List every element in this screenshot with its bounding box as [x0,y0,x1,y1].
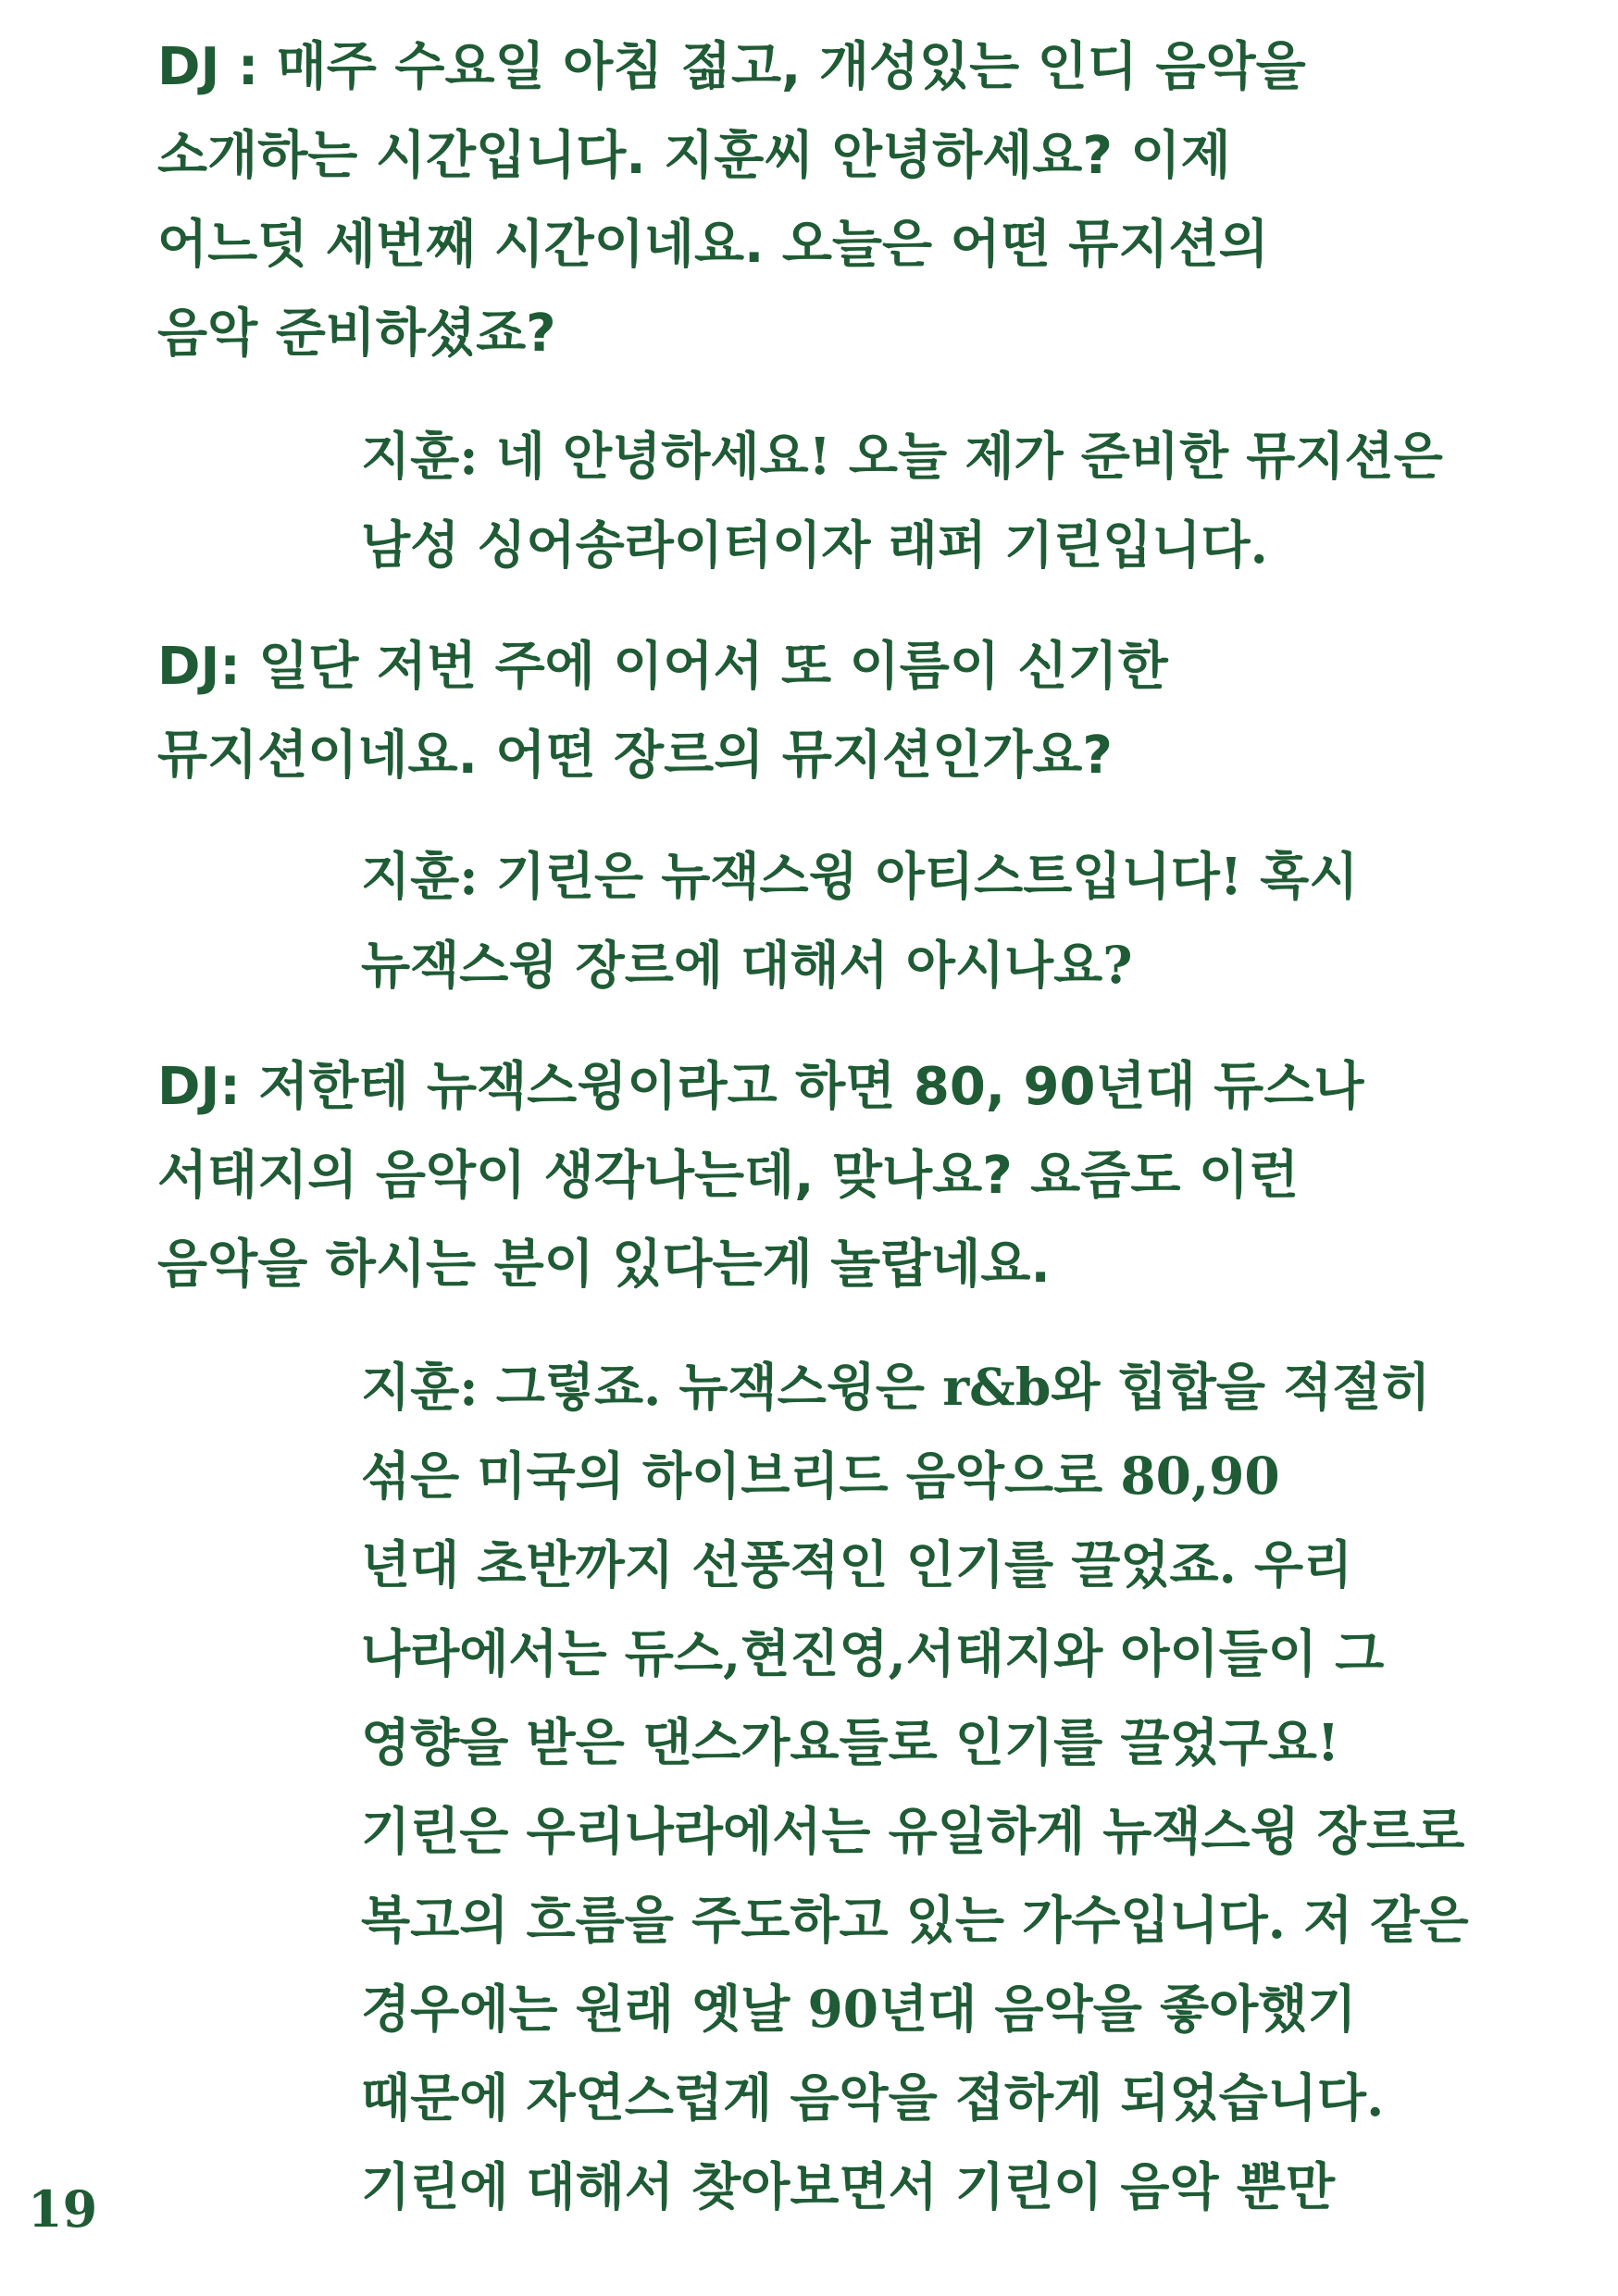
jihoon-line: 지훈: 네 안녕하세요! 오늘 제가 준비한 뮤지션은 [361,426,1443,486]
jihoon-line: 뉴잭스윙 장르에 대해서 아시나요? [361,935,1133,995]
dj-line: 뮤지션이네요. 어떤 장르의 뮤지션인가요? [157,726,1113,786]
dj-line: 서태지의 음악이 생각나는데, 맞나요? 요즘도 이런 [157,1146,1300,1206]
jihoon-line: 경우에는 원래 옛날 90년대 음악을 좋아했기 [361,1979,1357,2039]
jihoon-line: 나라에서는 듀스,현진영,서태지와 아이들이 그 [361,1623,1385,1683]
dj-line: 소개하는 시간입니다. 지훈씨 안녕하세요? 이제 [157,126,1231,186]
dj-line: DJ: 일단 저번 주에 이어서 또 이름이 신기한 [157,637,1168,697]
jihoon-line: 남성 싱어송라이터이자 래퍼 기린입니다. [361,515,1268,575]
dj-line: DJ : 매주 수요일 아침 젊고, 개성있는 인디 음악을 [157,37,1306,97]
jihoon-line: 영향을 받은 댄스가요들로 인기를 끌었구요! [361,1712,1340,1772]
jihoon-line: 때문에 자연스럽게 음악을 접하게 되었습니다. [361,2067,1385,2128]
jihoon-line: 년대 초반까지 선풍적인 인기를 끌었죠. 우리 [361,1534,1353,1595]
jihoon-line: 복고의 흐름을 주도하고 있는 가수입니다. 저 같은 [361,1890,1469,1950]
dj-line: 어느덧 세번째 시간이네요. 오늘은 어떤 뮤지션의 [157,215,1269,275]
dj-line: 음악 준비하셨죠? [157,304,556,364]
jihoon-line: 지훈: 그렇죠. 뉴잭스윙은 r&b와 힙합을 적절히 [361,1357,1431,1417]
dj-line: DJ: 저한테 뉴잭스윙이라고 하면 80, 90년대 듀스나 [157,1057,1364,1117]
jihoon-line: 섞은 미국의 하이브리드 음악으로 80,90 [361,1446,1280,1506]
dj-line: 음악을 하시는 분이 있다는게 놀랍네요. [157,1235,1051,1295]
jihoon-line: 지훈: 기린은 뉴잭스윙 아티스트입니다! 혹시 [361,846,1359,906]
page-number: 19 [28,2179,98,2239]
jihoon-line: 기린에 대해서 찾아보면서 기린이 음악 뿐만 [361,2156,1336,2216]
jihoon-line: 기린은 우리나라에서는 유일하게 뉴잭스윙 장르로 [361,1801,1465,1861]
